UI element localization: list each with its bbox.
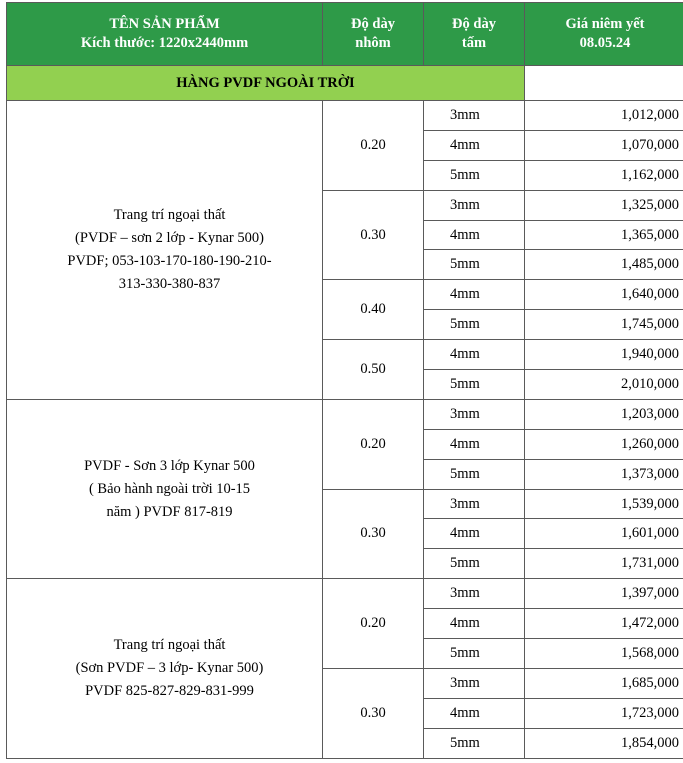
price-cell: 1,601,000 — [525, 519, 683, 549]
header-list-price — [525, 3, 683, 66]
header-product — [7, 3, 323, 66]
product-name-line: PVDF - Sơn 3 lớp Kynar 500 — [84, 457, 255, 474]
price-cell: 1,260,000 — [525, 429, 683, 459]
sheet-thickness-cell: 5mm — [424, 370, 525, 400]
price-cell: 1,365,000 — [525, 220, 683, 250]
section-title: HÀNG PVDF NGOÀI TRỜI — [7, 66, 525, 101]
header-row — [7, 3, 683, 66]
sheet-thickness-cell: 5mm — [424, 250, 525, 280]
section-blank-cell — [525, 66, 683, 101]
header-sheet-line2: tấm — [461, 35, 487, 51]
product-name-line: 313-330-380-837 — [118, 275, 221, 292]
price-cell: 1,472,000 — [525, 609, 683, 639]
sheet-thickness-cell: 5mm — [424, 639, 525, 669]
price-cell: 1,325,000 — [525, 190, 683, 220]
header-alu-line2: nhôm — [355, 35, 391, 51]
price-cell: 1,539,000 — [525, 489, 683, 519]
sheet-thickness-cell: 3mm — [424, 668, 525, 698]
sheet-thickness-cell: 4mm — [424, 130, 525, 160]
product-name-cell — [7, 579, 323, 758]
price-cell: 1,940,000 — [525, 340, 683, 370]
aluminum-thickness-cell: 0.30 — [323, 668, 424, 758]
sheet-thickness-cell: 4mm — [424, 698, 525, 728]
aluminum-thickness-cell: 0.20 — [323, 579, 424, 669]
product-name-line: (PVDF – sơn 2 lớp - Kynar 500) — [75, 229, 264, 246]
aluminum-thickness-cell: 0.50 — [323, 340, 424, 400]
price-cell: 1,397,000 — [525, 579, 683, 609]
header-sheet-line1: Độ dày — [452, 16, 496, 32]
sheet-thickness-cell: 4mm — [424, 280, 525, 310]
product-name-line: năm ) PVDF 817-819 — [106, 503, 233, 520]
section-row — [7, 66, 683, 101]
price-cell: 1,568,000 — [525, 639, 683, 669]
price-cell: 1,203,000 — [525, 399, 683, 429]
product-name-line: PVDF 825-827-829-831-999 — [85, 682, 254, 699]
product-name-line: Trang trí ngoại thất — [113, 636, 226, 653]
header-sheet-thickness — [424, 3, 525, 66]
sheet-thickness-cell: 4mm — [424, 429, 525, 459]
price-cell: 1,640,000 — [525, 280, 683, 310]
sheet-thickness-cell: 5mm — [424, 160, 525, 190]
sheet-thickness-cell: 5mm — [424, 459, 525, 489]
product-name-cell — [7, 399, 323, 578]
price-cell: 1,012,000 — [525, 101, 683, 131]
product-name-line: Trang trí ngoại thất — [113, 206, 226, 223]
header-alu-line1: Độ dày — [351, 16, 395, 32]
sheet-thickness-cell: 5mm — [424, 310, 525, 340]
product-name-line: (Sơn PVDF – 3 lớp- Kynar 500) — [75, 659, 264, 676]
header-price-line2: 08.05.24 — [579, 35, 631, 51]
product-name-line: PVDF; 053-103-170-180-190-210- — [67, 252, 272, 269]
price-cell: 1,731,000 — [525, 549, 683, 579]
aluminum-thickness-cell: 0.20 — [323, 399, 424, 489]
sheet-thickness-cell: 3mm — [424, 399, 525, 429]
price-cell: 1,745,000 — [525, 310, 683, 340]
price-cell: 1,070,000 — [525, 130, 683, 160]
header-product-line2: Kích thước: 1220x2440mm — [80, 35, 249, 51]
header-product-line1: TÊN SẢN PHẨM — [109, 16, 220, 32]
price-table — [6, 2, 683, 759]
aluminum-thickness-cell: 0.30 — [323, 489, 424, 579]
sheet-thickness-cell: 4mm — [424, 519, 525, 549]
sheet-thickness-cell: 3mm — [424, 190, 525, 220]
price-cell: 1,162,000 — [525, 160, 683, 190]
header-aluminum-thickness — [323, 3, 424, 66]
product-name-line: ( Bảo hành ngoài trời 10-15 — [88, 480, 251, 497]
price-cell: 1,485,000 — [525, 250, 683, 280]
price-cell: 1,723,000 — [525, 698, 683, 728]
table-row — [7, 399, 683, 429]
sheet-thickness-cell: 5mm — [424, 549, 525, 579]
product-name-cell — [7, 101, 323, 400]
table-body — [7, 66, 683, 759]
table-row — [7, 101, 683, 131]
sheet-thickness-cell: 3mm — [424, 489, 525, 519]
price-cell: 1,373,000 — [525, 459, 683, 489]
price-cell: 1,854,000 — [525, 728, 683, 758]
price-cell: 1,685,000 — [525, 668, 683, 698]
sheet-thickness-cell: 3mm — [424, 579, 525, 609]
table-row — [7, 579, 683, 609]
aluminum-thickness-cell: 0.40 — [323, 280, 424, 340]
sheet-thickness-cell: 4mm — [424, 340, 525, 370]
price-cell: 2,010,000 — [525, 370, 683, 400]
sheet-thickness-cell: 5mm — [424, 728, 525, 758]
header-price-line1: Giá niêm yết — [565, 16, 645, 32]
sheet-thickness-cell: 4mm — [424, 609, 525, 639]
aluminum-thickness-cell: 0.20 — [323, 101, 424, 191]
sheet-thickness-cell: 3mm — [424, 101, 525, 131]
sheet-thickness-cell: 4mm — [424, 220, 525, 250]
aluminum-thickness-cell: 0.30 — [323, 190, 424, 280]
